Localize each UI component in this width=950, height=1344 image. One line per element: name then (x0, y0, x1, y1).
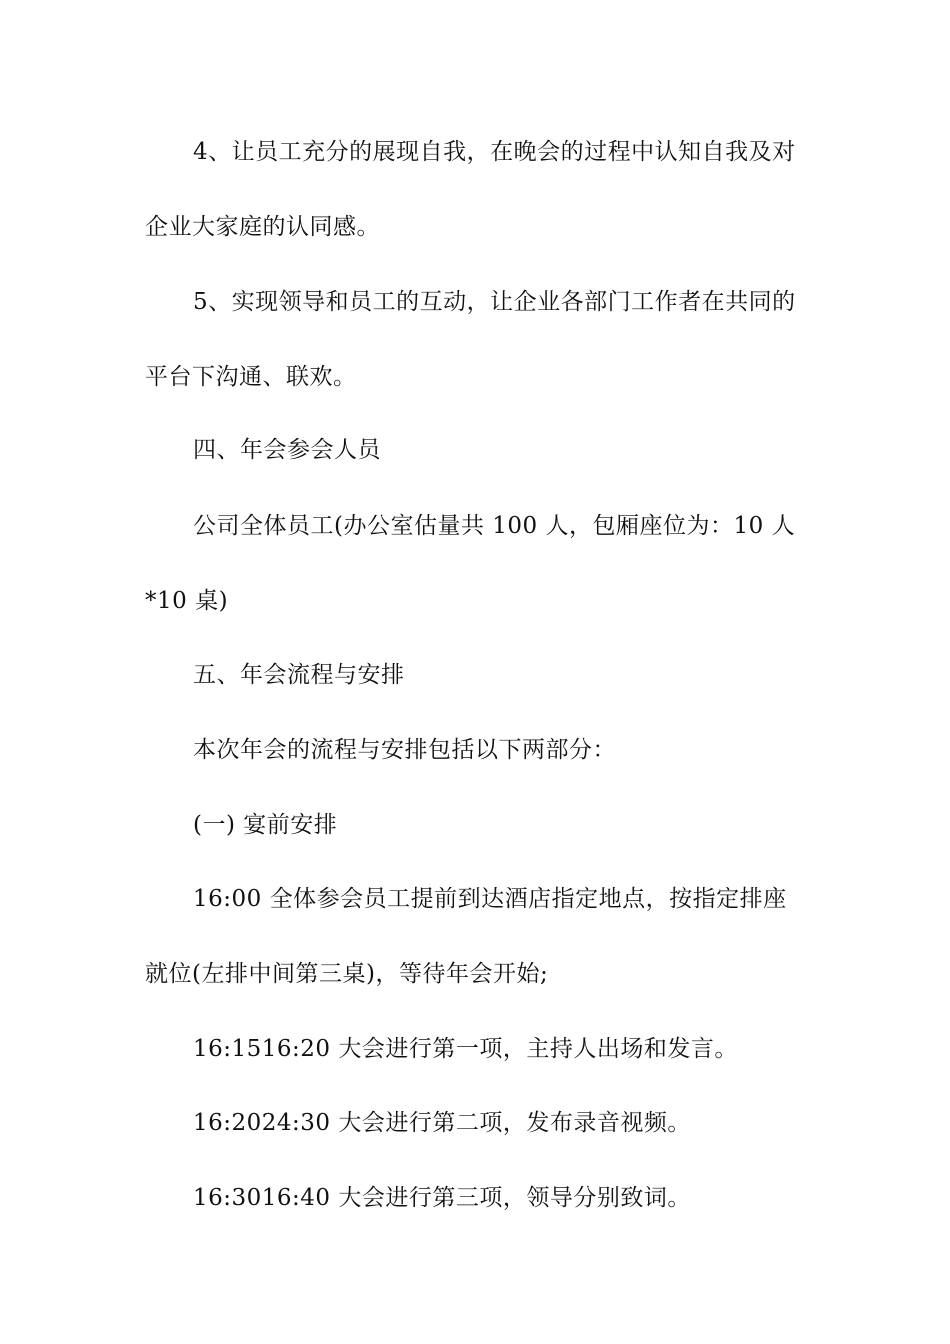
paragraph-goal-4-line-2: 企业大家庭的认同感。 (145, 214, 380, 240)
paragraph-attendees-line-1: 公司全体员工(办公室估量共 100 人，包厢座位为：10 人 (193, 513, 796, 539)
schedule-item-1630: 16:3016:40 大会进行第三项，领导分别致词。 (193, 1185, 691, 1211)
paragraph-process-intro: 本次年会的流程与安排包括以下两部分： (193, 737, 616, 763)
paragraph-attendees-line-2: *10 桌) (145, 588, 229, 614)
section-heading-attendees: 四、年会参会人员 (193, 437, 381, 463)
paragraph-goal-4-line-1: 4、让员工充分的展现自我，在晚会的过程中认知自我及对 (193, 139, 796, 165)
section-heading-process: 五、年会流程与安排 (193, 662, 405, 688)
schedule-item-1620: 16:2024:30 大会进行第二项，发布录音视频。 (193, 1110, 691, 1136)
paragraph-goal-5-line-2: 平台下沟通、联欢。 (145, 364, 357, 390)
subsection-heading-pre-banquet: (一) 宴前安排 (193, 812, 338, 838)
schedule-item-1600-line-2: 就位(左排中间第三桌)，等待年会开始; (145, 961, 549, 987)
schedule-item-1600-line-1: 16:00 全体参会员工提前到达酒店指定地点，按指定排座 (193, 886, 787, 912)
paragraph-goal-5-line-1: 5、实现领导和员工的互动，让企业各部门工作者在共同的 (193, 289, 796, 315)
schedule-item-1615: 16:1516:20 大会进行第一项，主持人出场和发言。 (193, 1036, 738, 1062)
